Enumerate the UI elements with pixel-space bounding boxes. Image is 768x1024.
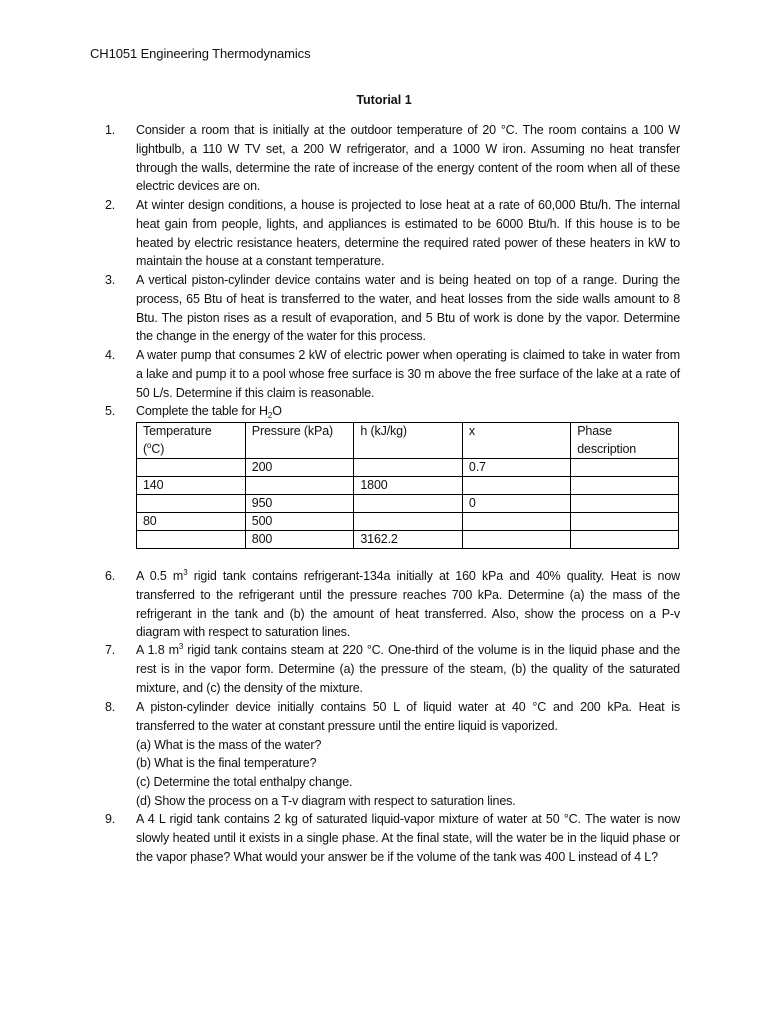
question-text-part: O bbox=[272, 404, 282, 418]
header-quality: x bbox=[462, 423, 570, 459]
question-text-part: rigid tank contains steam at 220 °C. One-third of the volume is in the liquid phase and the rest is in the vapor form. Determine (a) the pressure of the steam, (b) the quality of the saturated mixture, and (c) the density of the mixture. bbox=[136, 643, 680, 695]
question-part-b: (b) What is the final temperature? bbox=[136, 756, 317, 771]
header-temperature-close: C) bbox=[151, 441, 165, 456]
table-cell[interactable]: 80 bbox=[137, 513, 246, 531]
question-text: Consider a room that is initially at the outdoor temperature of 20 °C. The room contains a 100 W lightbulb, a 110 W TV set, a 200 W refrigerator, and a 1000 W iron. Assuming no heat transfer through the walls, determine the rate of increase of the energy content of the room when all of these electric devices are on. bbox=[136, 123, 680, 194]
table-cell[interactable] bbox=[571, 495, 679, 513]
question-4 bbox=[105, 346, 680, 402]
question-text: A 4 L rigid tank contains 2 kg of saturated liquid-vapor mixture of water at 50 °C. The water is now slowly heated until it exists in a single phase. At the final state, will the water be in the liquid phase or the vapor phase? What would your answer be if the volume of the tank was 400 L instead of 4 L? bbox=[136, 812, 680, 864]
question-8 bbox=[105, 698, 680, 811]
table-cell[interactable]: 3162.2 bbox=[354, 531, 463, 549]
table-cell[interactable]: 950 bbox=[245, 495, 354, 513]
question-text-part: rigid tank contains refrigerant-134a initially at 160 kPa and 40% quality. Heat is now transferred to the refrigerant until the pressure reaches 700 kPa. Determine (a) the mass of the refrigerant in the tank and (b) the amount of heat transferred. Also, show the process on a P-v diagram with respect to saturation lines. bbox=[136, 569, 680, 640]
table-cell[interactable] bbox=[354, 495, 463, 513]
table-cell[interactable] bbox=[462, 513, 570, 531]
header-temperature-line1: Temperature bbox=[143, 424, 212, 438]
table-cell[interactable] bbox=[571, 531, 679, 549]
question-6 bbox=[105, 567, 680, 642]
header-pressure: Pressure (kPa) bbox=[245, 423, 354, 459]
question-text: At winter design conditions, a house is projected to lose heat at a rate of 60,000 Btu/h. The internal heat gain from people, lights, and appliances is estimated to be 6000 Btu/h. If this house is to be heated by electric resistance heaters, determine the required rated power of these heaters in kW to maintain the house at a constant temperature. bbox=[136, 198, 680, 269]
question-number: 6. bbox=[105, 569, 116, 583]
table-cell[interactable] bbox=[245, 477, 354, 495]
question-text: A vertical piston-cylinder device contains water and is being heated on top of a range. During the process, 65 Btu of heat is transferred to the water, and heat losses from the side walls amount to 8 Btu. The piston rises as a result of evaporation, and 5 Btu of work is done by the vapor. Determine the change in the energy of the water for this process. bbox=[136, 273, 680, 344]
table-cell[interactable] bbox=[137, 495, 246, 513]
header-phase-line1: Phase bbox=[577, 424, 612, 438]
table-cell[interactable] bbox=[354, 459, 463, 477]
question-5 bbox=[105, 402, 680, 421]
header-temperature-open: ( bbox=[143, 441, 148, 456]
question-text bbox=[136, 567, 680, 642]
question-number: 7. bbox=[105, 643, 116, 657]
question-number: 9. bbox=[105, 812, 116, 826]
question-text: A water pump that consumes 2 kW of electric power when operating is claimed to take in water from a lake and pump it to a pool whose free surface is 30 m above the free surface of the lake at a rate of 50 L/s. Determine if this claim is reasonable. bbox=[136, 348, 680, 400]
document-title: Tutorial 1 bbox=[356, 93, 412, 107]
header-phase bbox=[571, 423, 679, 459]
table-cell[interactable]: 500 bbox=[245, 513, 354, 531]
question-number: 3. bbox=[105, 273, 116, 287]
table-cell[interactable]: 800 bbox=[245, 531, 354, 549]
subscript: 2 bbox=[267, 411, 273, 420]
table-cell[interactable]: 140 bbox=[137, 477, 246, 495]
table-row bbox=[137, 459, 679, 477]
table-cell[interactable] bbox=[571, 477, 679, 495]
question-part-d: (d) Show the process on a T-v diagram with respect to saturation lines. bbox=[136, 793, 516, 808]
question-text-part: Complete the table for H bbox=[136, 404, 268, 418]
question-text bbox=[136, 641, 680, 697]
question-text bbox=[136, 402, 680, 421]
question-number: 4. bbox=[105, 348, 116, 362]
question-number: 2. bbox=[105, 198, 116, 212]
question-number: 8. bbox=[105, 700, 116, 714]
table-cell[interactable]: 0 bbox=[462, 495, 570, 513]
question-number: 5. bbox=[105, 404, 116, 418]
table-header-row bbox=[137, 423, 679, 459]
question-1 bbox=[105, 121, 680, 196]
table-row bbox=[137, 531, 679, 549]
header-enthalpy: h (kJ/kg) bbox=[354, 423, 463, 459]
question-text-part: A 0.5 m bbox=[136, 569, 184, 583]
superscript: 3 bbox=[183, 568, 188, 577]
table-cell[interactable]: 1800 bbox=[354, 477, 463, 495]
table-cell[interactable] bbox=[462, 477, 570, 495]
table-cell[interactable] bbox=[354, 513, 463, 531]
header-temperature bbox=[137, 423, 246, 459]
question-text bbox=[136, 698, 680, 811]
table-row bbox=[137, 477, 679, 495]
question-3 bbox=[105, 271, 680, 346]
question-part-a: (a) What is the mass of the water? bbox=[136, 737, 322, 752]
superscript: 3 bbox=[178, 642, 184, 651]
question-part-c: (c) Determine the total enthalpy change. bbox=[136, 775, 353, 790]
table-row bbox=[137, 513, 679, 531]
question-9 bbox=[105, 810, 680, 866]
table-cell[interactable] bbox=[462, 531, 570, 549]
table-cell[interactable]: 200 bbox=[245, 459, 354, 477]
question-2 bbox=[105, 196, 680, 271]
header-phase-line2: description bbox=[577, 441, 637, 456]
property-table bbox=[136, 422, 679, 549]
question-7 bbox=[105, 641, 680, 697]
question-text-main: A piston-cylinder device initially contains 50 L of liquid water at 40 °C and 200 kPa. Heat is transferred to the water at constant pressure until the entire liquid is vaporized. bbox=[136, 700, 680, 733]
degree-superscript: o bbox=[147, 440, 152, 450]
table-row bbox=[137, 495, 679, 513]
table-cell[interactable] bbox=[571, 459, 679, 477]
course-header: CH1051 Engineering Thermodynamics bbox=[90, 46, 311, 61]
question-text-part: A 1.8 m bbox=[136, 643, 179, 657]
table-cell[interactable] bbox=[137, 459, 246, 477]
table-cell[interactable] bbox=[571, 513, 679, 531]
table-cell[interactable]: 0.7 bbox=[462, 459, 570, 477]
table-cell[interactable] bbox=[137, 531, 246, 549]
question-number: 1. bbox=[105, 123, 116, 137]
